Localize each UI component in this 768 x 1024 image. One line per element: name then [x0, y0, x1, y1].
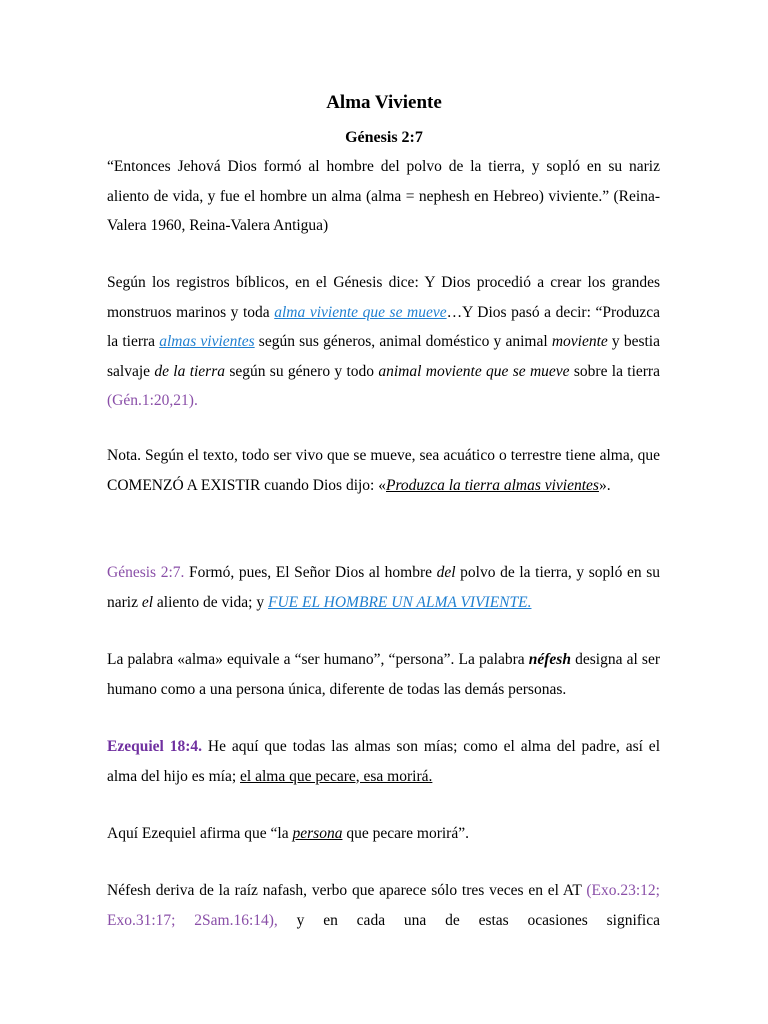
text-segment: Aquí Ezequiel afirma que “la: [107, 825, 293, 842]
link-fue-el-hombre[interactable]: FUE EL HOMBRE UN ALMA VIVIENTE.: [267, 593, 532, 611]
document-title: Alma Viviente: [326, 92, 442, 113]
link-almas-vivientes[interactable]: almas vivientes: [159, 333, 255, 350]
text-segment: según sus géneros, animal doméstico y animal: [254, 333, 552, 350]
text-segment: aliento de vida; y: [153, 593, 268, 611]
bible-reference: (Gén.1:20,21).: [107, 392, 198, 409]
bible-reference: (Exo.23:12; Exo.31:17; 2Sam.16:14),: [107, 882, 660, 929]
paragraph-nota: [107, 441, 660, 500]
text-segment: polvo de la tierra, y sopló en su nariz: [107, 564, 660, 611]
italic-text: de la tierra: [154, 362, 225, 380]
paragraph-genesis-2-7: [107, 558, 660, 617]
underlined-quote: Produzca la tierra almas vivientes: [386, 476, 599, 494]
bible-reference: Ezequiel 18:4.: [107, 738, 203, 755]
paragraph-ezequiel-afirma: [107, 819, 660, 849]
bible-reference: Génesis 2:7.: [107, 564, 185, 581]
text-segment: designa al ser humano como a una persona única, diferente de todas las demás personas.: [107, 651, 660, 698]
text-segment: que pecare morirá”.: [342, 825, 469, 842]
italic-text: animal moviente que se mueve: [378, 362, 570, 380]
document-subtitle: Génesis 2:7: [345, 129, 423, 146]
paragraph-biblical-records: [107, 268, 660, 416]
paragraph-nefesh-root: [107, 876, 660, 935]
paragraph-nefesh-definition: [107, 645, 660, 704]
underlined-text: el alma que pecare, esa morirá.: [240, 767, 433, 785]
text-segment: Nota. Según el texto, todo ser vivo que se mueve, sea acuático o terrestre tiene alma, que COMENZÓ A EXISTIR cuando Dios dijo: «: [107, 447, 660, 494]
paragraph-genesis-quote: [107, 152, 660, 241]
text-segment: Según los registros bíblicos, en el Génesis dice: Y Dios procedió a crear los grandes monstruos marinos y toda: [107, 274, 660, 321]
underlined-italic-term: persona: [292, 825, 343, 842]
link-alma-viviente[interactable]: alma viviente que se mueve: [274, 303, 447, 321]
text-segment: ».: [598, 476, 611, 494]
paragraph-ezequiel: [107, 732, 660, 791]
text-segment: y en cada una de estas ocasiones significa: [277, 911, 660, 929]
italic-text: moviente: [551, 333, 608, 350]
text-segment: sobre la tierra: [569, 362, 660, 380]
text-segment: Formó, pues, El Señor Dios al hombre: [184, 564, 437, 581]
text-segment: …Y Dios pasó a decir: “Produzca la tierra: [107, 303, 660, 350]
text-segment: Néfesh deriva de la raíz nafash, verbo que aparece sólo tres veces en el AT: [107, 882, 587, 899]
italic-text: el: [141, 593, 154, 611]
text-segment: La palabra «alma» equivale a “ser humano”, “persona”. La palabra: [107, 651, 529, 668]
genesis-quote-text: “Entonces Jehová Dios formó al hombre del polvo de la tierra, y sopló en su nariz aliento de vida, y fue el hombre un alma (alma = nephesh en Hebreo) viviente.” (Reina-Valera 1960, Reina-Valera Antigua): [107, 158, 660, 234]
italic-text: del: [436, 564, 456, 581]
text-segment: y bestia salvaje: [107, 333, 660, 380]
bold-italic-term: néfesh: [528, 651, 571, 668]
text-segment: He aquí que todas las almas son mías; como el alma del padre, así el alma del hijo es mía;: [107, 738, 660, 785]
text-segment: según su género y todo: [225, 362, 379, 380]
